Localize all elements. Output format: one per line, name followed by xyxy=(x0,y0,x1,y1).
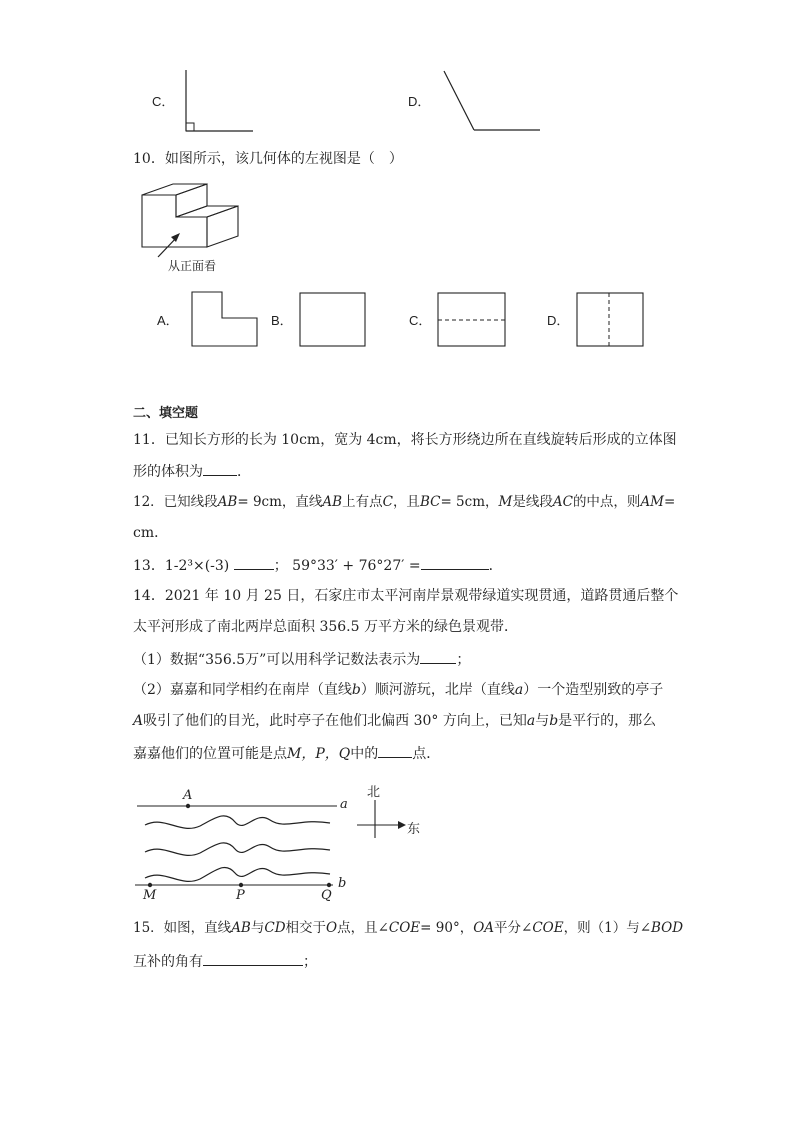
compass-east-arrow xyxy=(398,821,406,829)
q14-text: 中的 xyxy=(350,746,379,762)
q15-text: 相交于 xyxy=(285,920,327,936)
q15-var-bod: BOD xyxy=(651,920,684,936)
q14-text: 与 xyxy=(535,713,550,729)
q11-line2-end: ． xyxy=(237,464,251,480)
q15-var-cd: CD xyxy=(264,920,286,936)
q15-text: 15．如图，直线 xyxy=(133,920,232,936)
q14-var-a: a xyxy=(514,682,524,698)
q14-text: 吸引了他们的目光，此时亭子在他们北偏西 30° 方向上，已知 xyxy=(143,713,527,729)
q12-var-ac: AC xyxy=(552,494,573,510)
q12-var-m: M xyxy=(498,494,513,510)
q12-var-bc: BC xyxy=(419,494,441,510)
q15-text: ，则（1）与∠ xyxy=(563,920,652,936)
fig-label-m: M xyxy=(143,888,157,903)
q14-text: 是平行的，那么 xyxy=(558,713,657,729)
q15-var-o: O xyxy=(326,920,338,936)
q15-text: 点，且∠ xyxy=(337,920,389,936)
q14-var-a: a xyxy=(526,713,536,729)
q10-option-a-label: A． xyxy=(157,313,179,328)
arrow-caption: 从正面看 xyxy=(168,259,217,273)
fig-label-p: P xyxy=(236,888,245,903)
q12-var-c: C xyxy=(382,494,393,510)
q13-separator: ； xyxy=(273,558,288,574)
river-wave-1 xyxy=(145,816,330,829)
q15-line2-end: ； xyxy=(303,954,317,970)
river-wave-3 xyxy=(145,867,330,881)
q15-var-coe: COE xyxy=(532,920,564,936)
q12-text: 12．已知线段 xyxy=(133,494,218,510)
q15-var-coe: COE xyxy=(388,920,421,936)
q12-line2: cm． xyxy=(133,525,169,541)
q12-var-ab: AB xyxy=(217,494,238,510)
q12-text: ，且 xyxy=(392,494,420,510)
q15-var-ab: AB xyxy=(231,920,251,936)
q14-var-b: b xyxy=(549,713,559,729)
q14-text: 点． xyxy=(412,746,441,762)
q15-var-oa: OA xyxy=(473,920,495,936)
q14-text: （2）嘉嘉和同学相约在南岸（直线 xyxy=(133,682,352,698)
point-a-dot xyxy=(186,804,190,808)
q11-line2-text: 形的体积为 xyxy=(133,464,203,480)
q13-expr2: 59°33′ + 76°27′ = xyxy=(292,558,421,574)
q15-answer-blank[interactable] xyxy=(203,951,303,966)
q10-option-c-label: C． xyxy=(409,313,432,328)
q13-expr1: 13．1-2³×(-3) xyxy=(133,558,230,574)
q15-text: 平分∠ xyxy=(494,920,533,936)
q12-text: 的中点，则 xyxy=(572,494,641,510)
q12-text: = 5cm， xyxy=(440,494,499,510)
q14-line1: 14．2021 年 10 月 25 日，石家庄市太平河南岸景观带绿道实现贯通，道路贯通后整个 xyxy=(133,588,679,604)
q10-stem: 10．如图所示，该几何体的左视图是（ ） xyxy=(133,151,403,167)
point-p-dot xyxy=(239,883,243,887)
q14-text: ）顺河游玩，北岸（直线 xyxy=(360,682,515,698)
q14-var-b: b xyxy=(351,682,361,698)
q14-var-mpq: M，P，Q xyxy=(287,746,351,762)
q14-text: ）一个造型别致的亭子 xyxy=(523,682,664,698)
fig-label-a-line: a xyxy=(340,797,348,812)
q11-line1: 11．已知长方形的长为 10cm，宽为 4cm，将长方形绕边所在直线旋转后形成的立体图 xyxy=(133,432,677,448)
q14-var-a-point: A xyxy=(133,713,144,729)
q13-end: ． xyxy=(488,558,503,574)
q14-sub1-end: ； xyxy=(456,652,471,668)
section-heading: 二、填空题 xyxy=(133,406,199,421)
river-wave-2 xyxy=(145,843,330,856)
q15-text: = 90°， xyxy=(420,920,474,936)
q10-option-d-label: D． xyxy=(547,313,570,328)
q14-line2: 太平河形成了南北两岸总面积 356.5 万平方米的绿色景观带． xyxy=(133,619,518,635)
option-c-label: C． xyxy=(152,94,175,109)
q12-text: 是线段 xyxy=(512,494,553,510)
compass-north-label: 北 xyxy=(367,785,381,800)
q12-text: 上有点 xyxy=(342,494,383,510)
option-d-label: D． xyxy=(408,94,431,109)
q14-text: 嘉嘉他们的位置可能是点 xyxy=(133,746,287,762)
q12-var-ab: AB xyxy=(322,494,343,510)
compass-east-label: 东 xyxy=(407,822,421,837)
q12-var-am: AM xyxy=(640,494,665,510)
q12-text: = xyxy=(664,494,676,510)
q15-line2-text: 互补的角有 xyxy=(133,954,203,970)
point-m-dot xyxy=(148,883,152,887)
fig-label-b-line: b xyxy=(338,876,347,891)
fig-label-a-point: A xyxy=(183,788,193,803)
point-q-dot xyxy=(327,883,331,887)
q10-option-b-label: B． xyxy=(271,313,293,328)
q15-text: 与 xyxy=(250,920,265,936)
q15-line1 xyxy=(133,918,683,938)
q14-sub1-text: （1）数据“356.5万”可以用科学记数法表示为 xyxy=(133,652,421,668)
q12-text: = 9cm，直线 xyxy=(237,494,323,510)
q15-line2 xyxy=(133,951,317,972)
fig-label-q: Q xyxy=(321,888,332,903)
